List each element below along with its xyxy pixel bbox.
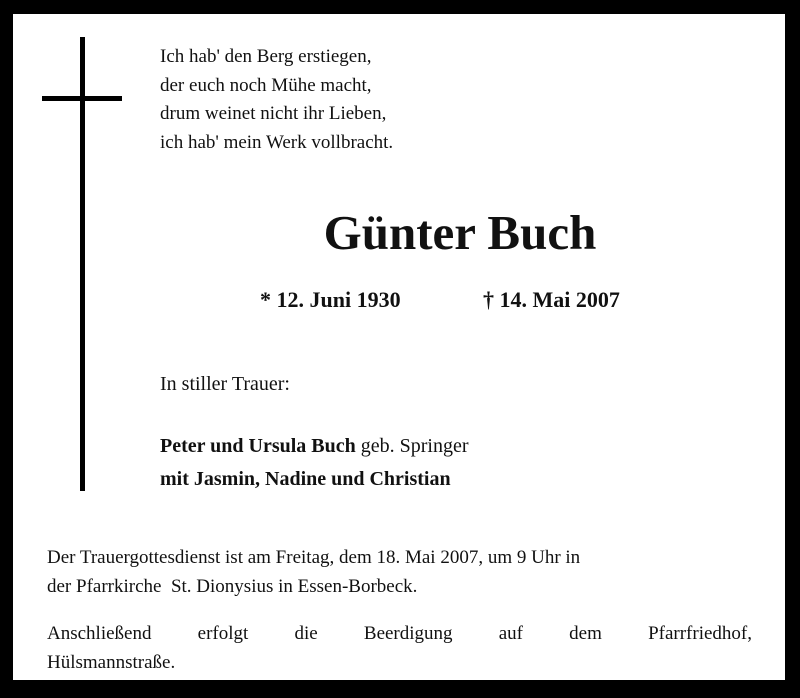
poem-line: der euch noch Mühe macht, xyxy=(160,74,372,96)
cross-icon-horizontal-bar xyxy=(42,96,122,101)
death-date: † 14. Mai 2007 xyxy=(483,287,620,312)
mourners xyxy=(160,430,469,496)
cross-icon-vertical-bar xyxy=(80,37,85,491)
service-line: der Pfarrkirche St. Dionysius in Essen-Borbeck. xyxy=(47,576,418,597)
mourners-line-2: mit Jasmin, Nadine und Christian xyxy=(160,468,451,490)
poem xyxy=(160,43,560,157)
service-line: Der Trauergottesdienst ist am Freitag, dem 18. Mai 2007, um 9 Uhr in xyxy=(47,547,581,568)
burial-line: Anschließend erfolgt die Beerdigung auf dem Pfarrfriedhof, xyxy=(47,623,752,644)
burial-line: Hülsmannstraße. xyxy=(47,652,176,673)
mourners-line-1 xyxy=(160,430,469,463)
poem-line: drum weinet nicht ihr Lieben, xyxy=(160,103,387,124)
mourning-intro: In stiller Trauer: xyxy=(160,373,290,395)
poem-line: ich hab' mein Werk vollbracht. xyxy=(160,131,394,153)
burial-notice xyxy=(47,619,752,677)
deceased-name: Günter Buch xyxy=(323,205,597,260)
service-notice xyxy=(47,543,752,601)
mourners-maiden-name: geb. Springer xyxy=(355,435,469,457)
birth-date: * 12. Juni 1930 xyxy=(260,287,401,312)
poem-line: Ich hab' den Berg erstiegen, xyxy=(160,46,372,67)
life-dates xyxy=(0,285,800,315)
mourners-names: Peter und Ursula Buch xyxy=(160,435,356,457)
